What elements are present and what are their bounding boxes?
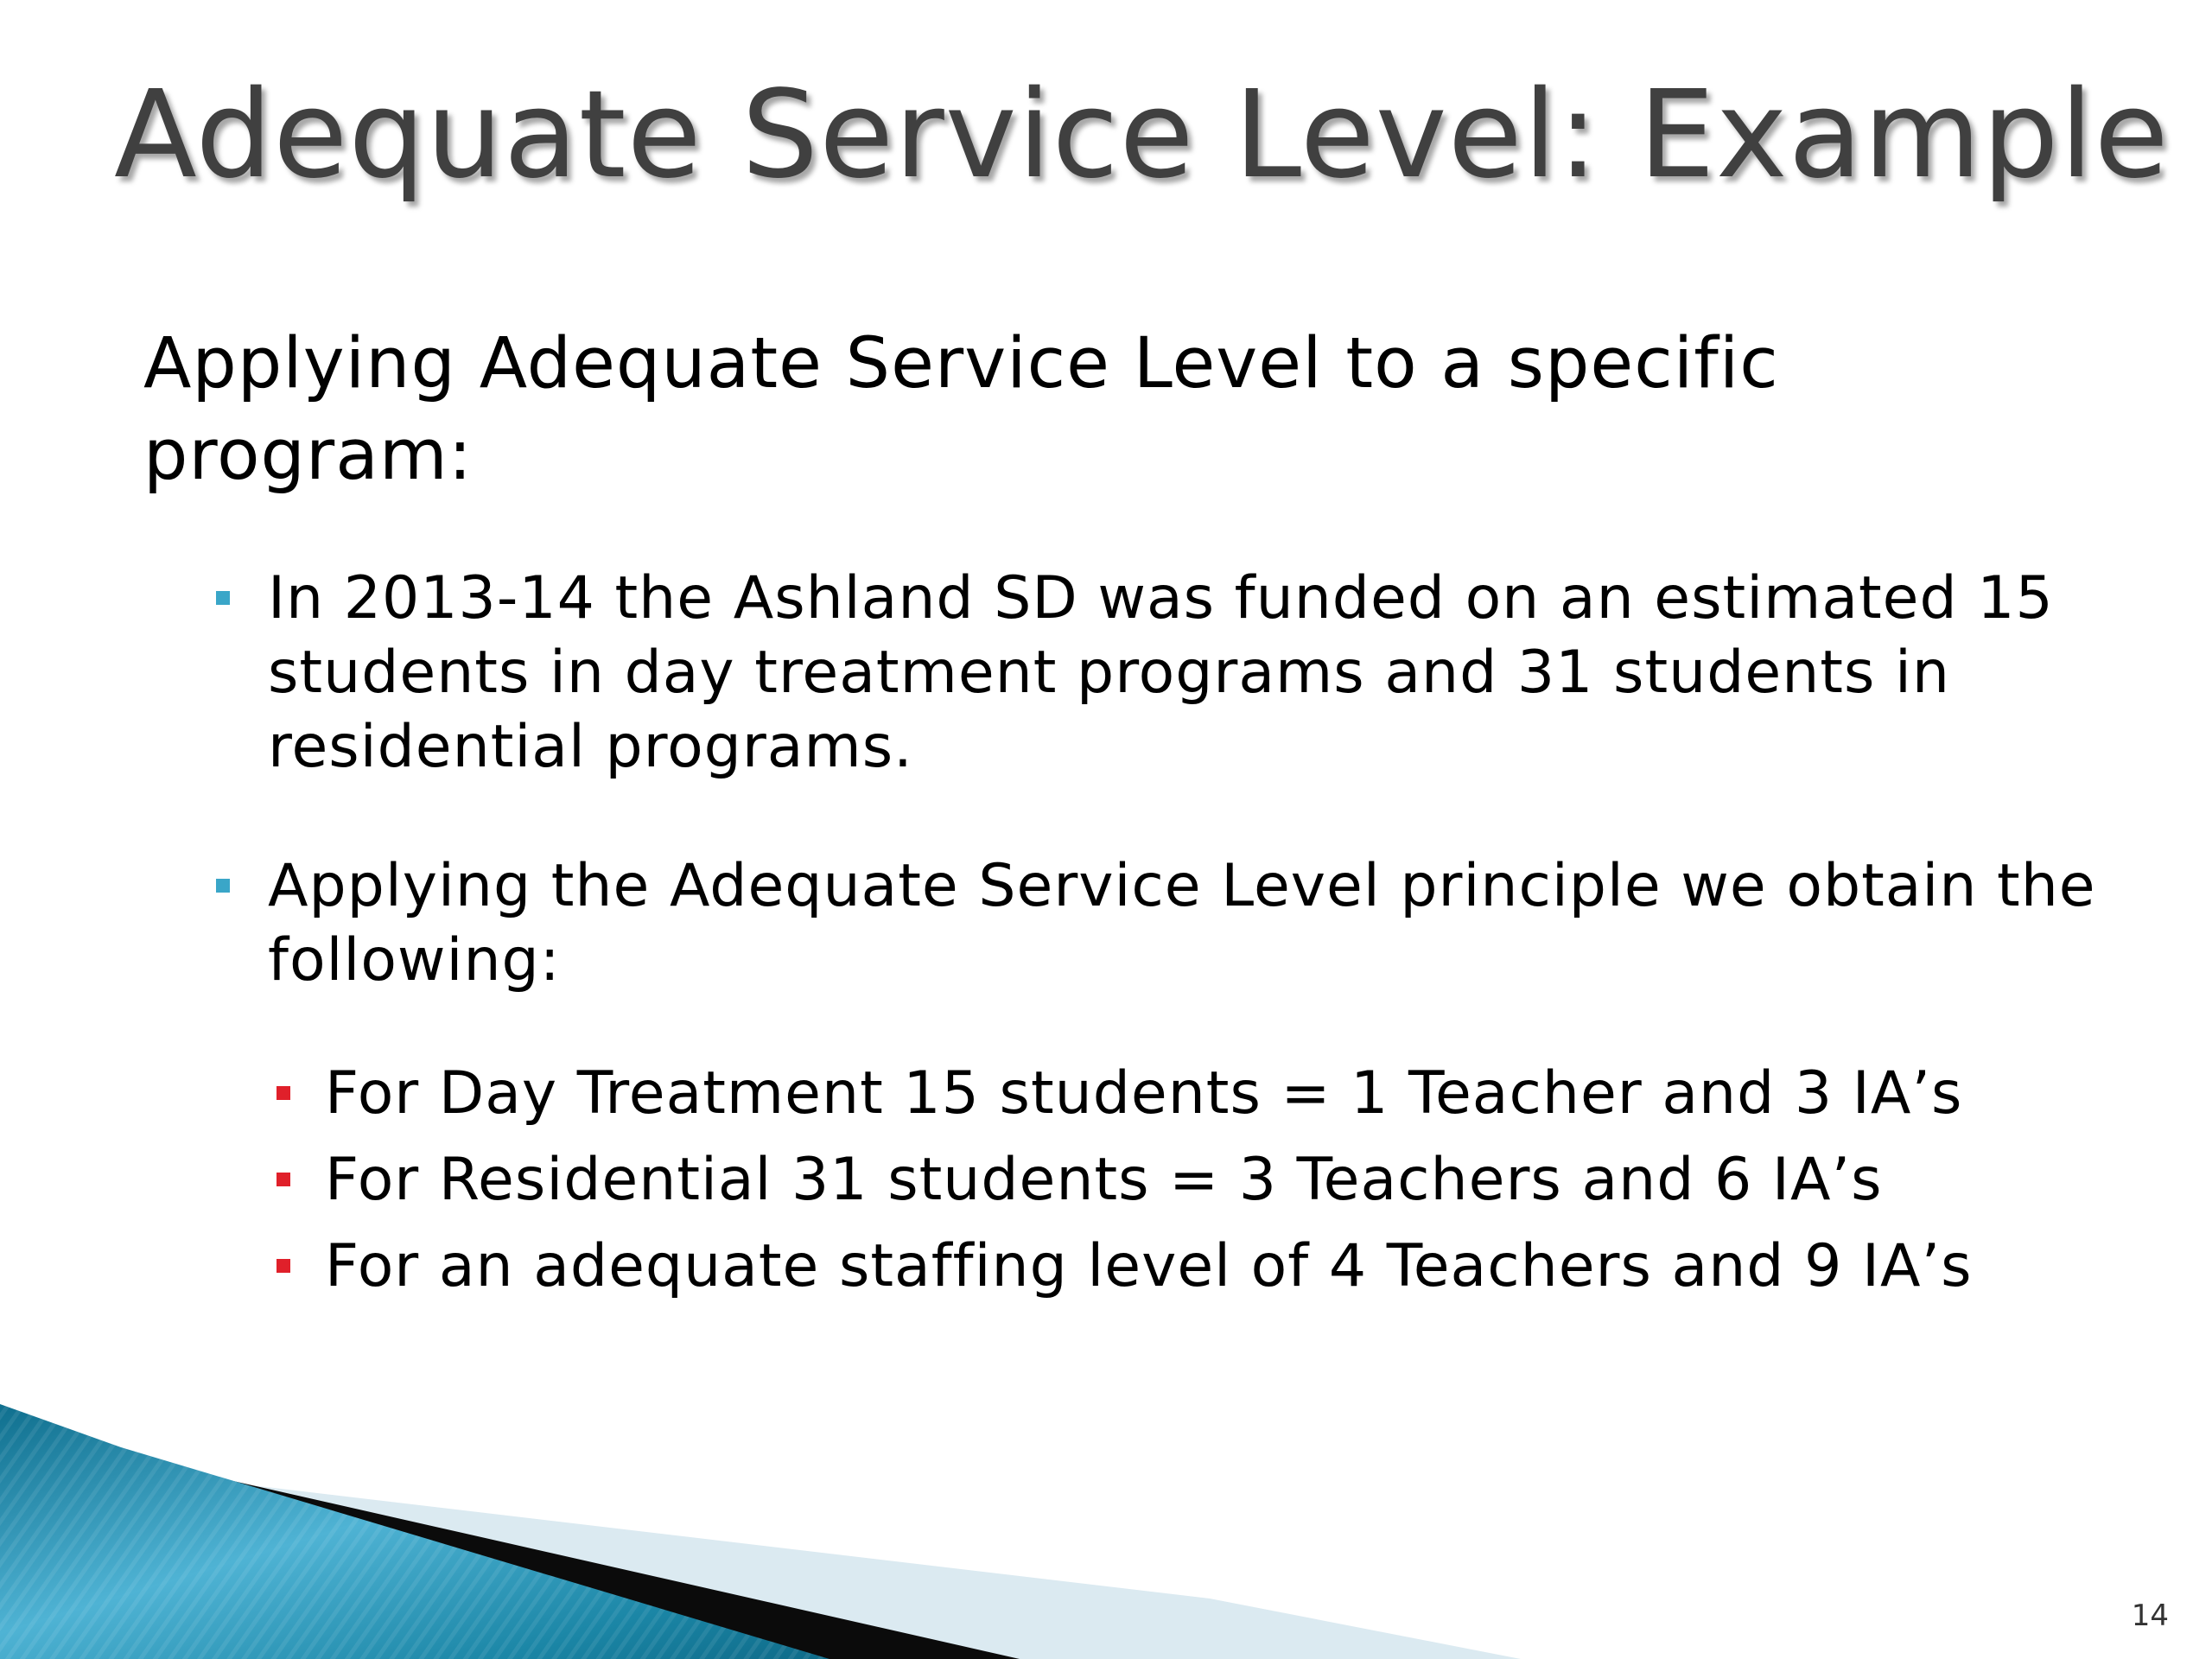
square-bullet-icon [216, 591, 230, 605]
bullet-text: Applying the Adequate Service Level principle we obtain the following: [268, 852, 2096, 995]
bullet-text: In 2013-14 the Ashland SD was funded on an estimated 15 students in day treatment programs and 31 students in residential programs. [268, 564, 2054, 781]
sub-bullet-text: For Residential 31 students = 3 Teachers and 6 IA’s [325, 1146, 1883, 1214]
bullet-item [216, 849, 2126, 998]
intro-text: Applying Adequate Service Level to a specific program: [143, 323, 1779, 496]
slide-title: Adequate Service Level: Example [114, 65, 2170, 206]
page-number: 14 [2131, 1599, 2169, 1633]
sub-bullet-text: For an adequate staffing level of 4 Teachers and 9 IA’s [325, 1232, 1973, 1300]
bullet-item [216, 562, 2126, 785]
square-sub-bullet-icon [276, 1173, 290, 1186]
square-sub-bullet-icon [276, 1259, 290, 1273]
square-bullet-icon [216, 879, 230, 893]
sub-bullet-text: For Day Treatment 15 students = 1 Teacher and 3 IA’s [325, 1059, 1963, 1128]
square-sub-bullet-icon [276, 1086, 290, 1100]
sub-bullet-item [275, 1230, 2139, 1304]
sub-bullet-item [275, 1057, 2139, 1131]
sub-bullet-item [275, 1143, 2139, 1217]
